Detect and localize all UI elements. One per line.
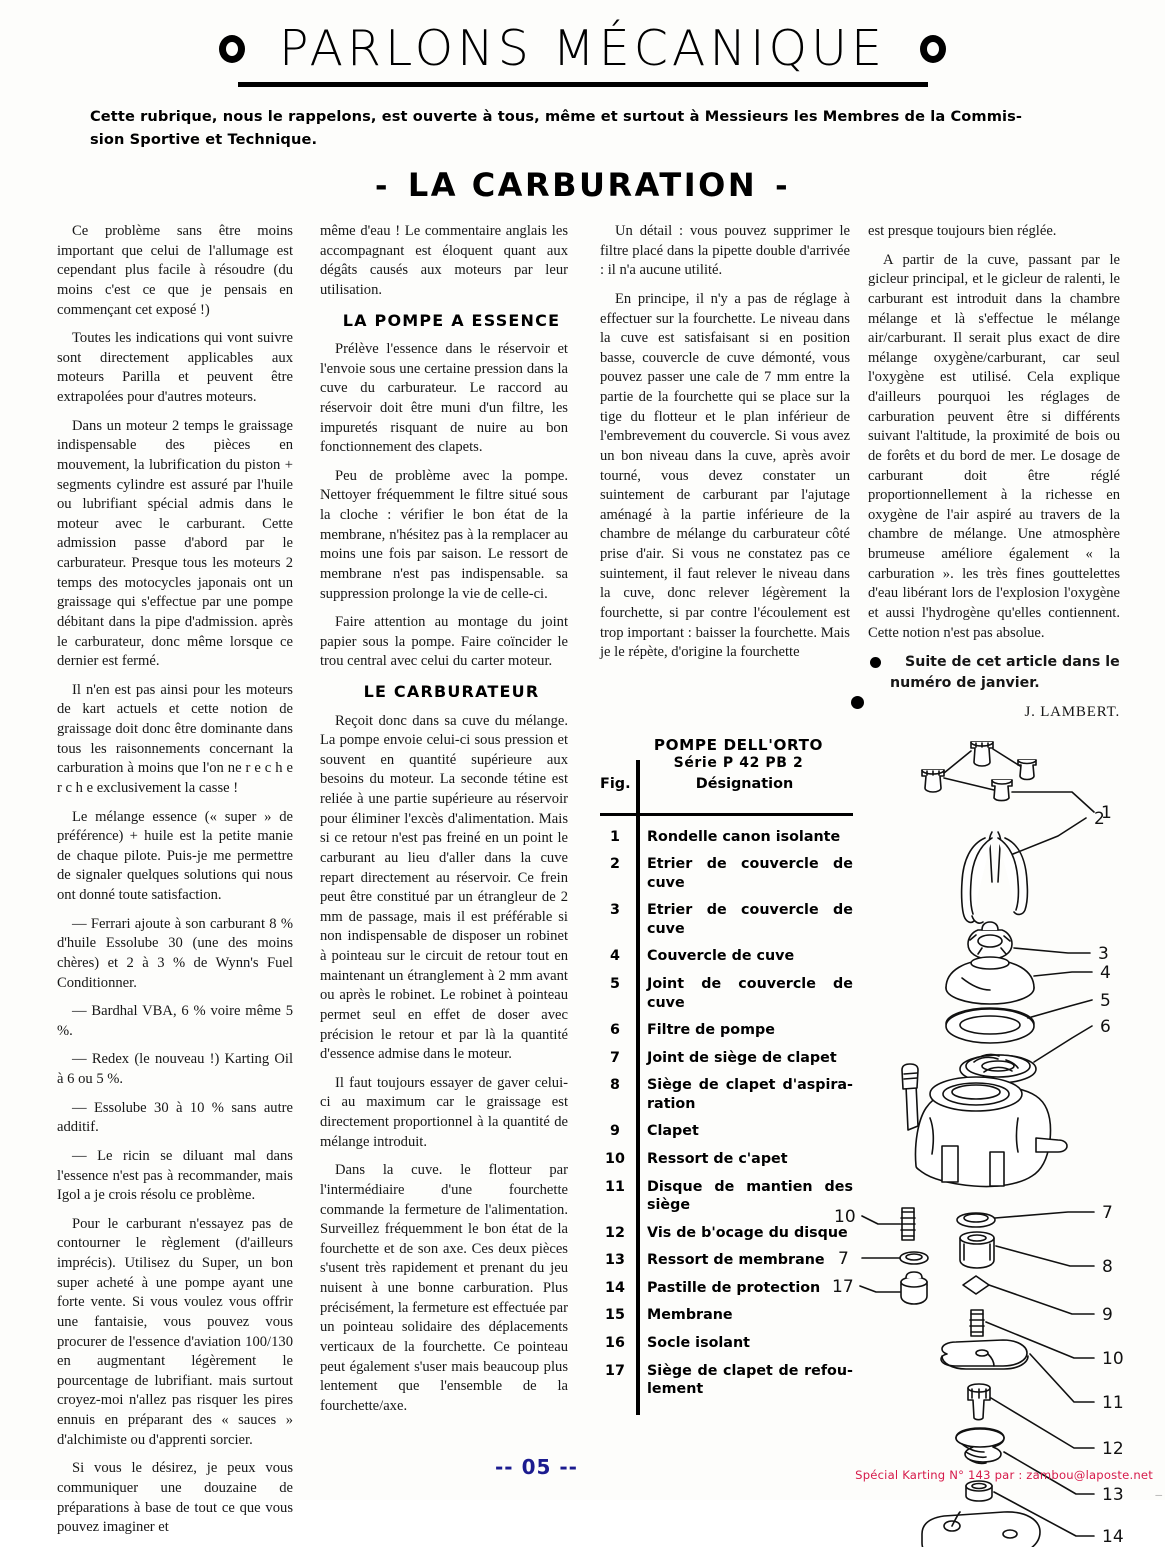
- part-15-membrane: [922, 1512, 1040, 1547]
- parts-table-divider: [636, 760, 640, 1415]
- paragraph: — Bardhal VBA, 6 % voire même 5 %.: [57, 1003, 293, 1039]
- callout-line-6: [1034, 1026, 1092, 1062]
- paragraph: — Le ricin se diluant mal dans l'essence n'est pas à recommander, mais Igol a je crois résolu ce problème.: [57, 1147, 293, 1204]
- part-label: Ressort de membrane: [647, 1252, 825, 1269]
- paragraph: Prélève l'essence dans le réservoir et l'envoie sous une certaine pression dans la cuve du carburateur. Le raccord au réservoir doit être muni d'un filtre, les impuretés risquant de nuire au bon fonctionnement des clapets.: [320, 341, 568, 456]
- paragraph: Le mélange essence (« super » de préférence) + huile est la petite manie de chaque pilote. Puis-je me permettre de signaler quelques solutions qui nous ont donné toute satisfaction.: [57, 808, 293, 903]
- continuation-note: [868, 652, 1120, 693]
- text-column-1: [57, 222, 293, 1547]
- column-header-designation: Désignation: [695, 775, 794, 792]
- paragraph: Un détail : vous pouvez supprimer le filtre placé dans la pipette double d'arrivée : il n'a aucune utilité.: [600, 223, 850, 279]
- part-8-valve-seat: [960, 1232, 994, 1268]
- part-number: 3: [610, 902, 620, 919]
- callout-7-right: 7: [1102, 1203, 1113, 1223]
- intro-note: [90, 106, 1090, 151]
- part-number: 2: [610, 856, 620, 873]
- part-13-membrane-spring: [956, 1428, 1004, 1463]
- part-number: 9: [610, 1123, 620, 1140]
- part-2-clip: [962, 832, 1028, 923]
- part-7-seat-gasket-left: [900, 1252, 928, 1264]
- callout-8: 8: [1102, 1257, 1113, 1277]
- callout-line-4: [1034, 972, 1092, 976]
- callout-6: 6: [1100, 1017, 1111, 1037]
- article-title: [0, 166, 1165, 204]
- callout-line-12: [991, 1398, 1094, 1448]
- paragraph-separator-dot-icon: [851, 696, 864, 709]
- title-dash-right: -: [775, 169, 791, 204]
- part-number: 12: [605, 1224, 625, 1241]
- parts-title-main: POMPE DELL'ORTO: [653, 736, 824, 754]
- part-number: 11: [605, 1178, 625, 1195]
- part-label: Vis de b'ocage du disque: [647, 1224, 848, 1241]
- part-label: Disque de mantien des siège: [647, 1178, 853, 1214]
- parts-table: [600, 736, 853, 1408]
- page-title: PARLONS MÉCANIQUE: [279, 20, 886, 77]
- callout-14: 14: [1102, 1527, 1124, 1547]
- paragraph: — Ferrari ajoute à son carburant 8 % d'huile Essolube 30 (une des moins chères) et 2 à 3 % de Wynn's Fuel Conditionner.: [57, 915, 293, 991]
- title-dash-left: -: [374, 169, 390, 204]
- callout-12: 12: [1102, 1439, 1124, 1459]
- page-number: -- 05 --: [495, 1455, 578, 1479]
- part-number: 5: [610, 975, 620, 992]
- text-column-3: [600, 222, 850, 672]
- text-column-4: [868, 222, 1120, 731]
- part-3-cover-clamp: [968, 922, 1012, 959]
- parts-table-body: [600, 816, 853, 1399]
- callout-line-9: [989, 1285, 1094, 1314]
- callout-line-8: [996, 1246, 1094, 1266]
- part-label: Couvercle de cuve: [647, 948, 795, 965]
- part-label: Filtre de pompe: [647, 1022, 775, 1039]
- part-number: 16: [605, 1335, 625, 1352]
- callout-line-5: [1028, 1000, 1092, 1018]
- part-number: 17: [605, 1362, 625, 1379]
- callout-10-right: 10: [1102, 1349, 1124, 1369]
- part-number: 6: [610, 1022, 620, 1039]
- callout-5: 5: [1100, 991, 1111, 1011]
- callout-1: 1: [1101, 803, 1112, 823]
- paragraph: — Essolube 30 à 10 % sans autre additif.: [57, 1099, 293, 1136]
- part-number: 10: [605, 1151, 625, 1168]
- part-number: 1: [610, 828, 620, 845]
- callout-line-2: [1013, 818, 1086, 854]
- paragraph: Faire attention au montage du joint papier sous la pompe. Faire coïncider le trou central avec celui du carter moteur.: [320, 614, 568, 670]
- subsection-heading-pompe: LA POMPE A ESSENCE: [342, 310, 561, 330]
- paragraph: Ce problème sans être moins important que celui de l'allumage est cependant plus facile à résoudre (du moins c'est ce que je pensais en commençant cet exposé !): [57, 223, 293, 318]
- callout-line-7: [995, 1212, 1094, 1218]
- part-4-bowl-cover: [946, 957, 1034, 1004]
- part-label: Clapet: [647, 1123, 699, 1140]
- callout-line-10-left: [862, 1216, 900, 1224]
- part-number: 15: [605, 1307, 625, 1324]
- text-column-2: [320, 222, 568, 1425]
- part-number: 7: [610, 1049, 620, 1066]
- part-label: Ressort de c'apet: [647, 1151, 788, 1168]
- paragraph: Dans la cuve. le flotteur par l'intermédiaire d'une fourchette commande la fermeture de l'alimentation. Surveillez fréquemment le bon état de la fourchette et de son axe. Ces deux pièces s'usent très rapidement et prenant du jeu nuisent à une bonne carburation. Plus précisément, la fermeture est effectuée par un pointeau solidaire des déplacements verticaux de la fourchette. Ce pointeau peut également s'user mais beaucoup plus lentement que l'ensemble de la fourchette/axe.: [320, 1162, 568, 1414]
- bullet-dot-icon: [870, 657, 881, 668]
- part-label: Pastille de protection: [647, 1279, 821, 1296]
- part-label: Siège de clapet de refou-lement: [647, 1362, 853, 1398]
- part-label: Joint de couvercle de cuve: [647, 975, 853, 1011]
- part-5-gasket: [946, 1008, 1034, 1043]
- intro-line-1: Cette rubrique, nous le rappelons, est ouverte à tous, même et surtout à Messieurs les Membres de la Commis-: [90, 108, 1023, 125]
- part-label: Socle isolant: [647, 1335, 750, 1352]
- callout-2: 2: [1094, 809, 1105, 829]
- callout-11: 11: [1102, 1393, 1124, 1413]
- paragraph: Peu de problème avec la pompe. Nettoyer fréquemment le filtre situé sous la cloche : vérifier le bon état de la membrane, n'hésitez pas à la remplacer au moins une fois par saison. Le ressort de membrane n'est pas indispensable. sa suppression prolonge la vie de celle-ci.: [320, 467, 568, 602]
- callout-4: 4: [1100, 963, 1111, 983]
- paragraph: A partir de la cuve, passant par le gicleur principal, et le gicleur de ralenti, le carburant est introduit dans la chambre mélange et là s'effectue le mélange air/carburant. Il serait plus exact de dire mélange oxygène/carburant, car seul l'oxygène est utilisé. Cela explique d'ailleurs pourquoi les réglages de carburation peuvent être si différents suivant l'altitude, la proximité de bois ou de forêts et du bord de mer. Le dosage de carburant doit être réglé proportionnellement à la richesse en oxygène de l'air aspiré au travers de la chambre de mélange. Une atmosphère brumeuse améliore également « la carburation ». les très fines gouttelettes d'eau libérant lors de l'explosion l'oxygène et aussi l'hydrogène qu'elles contiennent. Cette notion n'est pas absolue.: [868, 251, 1120, 641]
- part-7-seat-gasket: [957, 1213, 995, 1227]
- circle-ornament-icon: [219, 35, 245, 63]
- callout-10-left: 10: [834, 1207, 856, 1227]
- part-number: 8: [610, 1077, 620, 1094]
- pump-body-casting: [902, 1064, 1067, 1187]
- edge-artifact: _: [1155, 1482, 1162, 1497]
- paragraph: En principe, il n'y a pas de réglage à effectuer sur la fourchette. Le niveau dans la cuve est satisfaisant si en position basse, couvercle de cuve démonté, vous pouvez passer une cale de 7 mm entre la partie de la fourchette qui se place sur la tige du flotteur et le plan inférieur de l'embrevement du couvercle. Si vous avez un bon niveau dans la cuve, après avoir tourné, vous devez constater un suintement de carburant par l'ajutage aménagé à la partie inférieure de la chambre de mélange du carburateur côté prise d'air. Si vous ne constatez pas ce suintement, il faut relever le niveau dans la cuve, donc relever légèrement la fourchette, si par contre l'écoulement est trop important : baisser la fourchette. Mais je le répète, d'origine la fourchette: [600, 290, 850, 661]
- part-number: 14: [605, 1279, 625, 1296]
- part-label: Etrier de couvercle de cuve: [647, 902, 853, 937]
- part-11-retaining-disc: [941, 1340, 1028, 1369]
- part-12-locking-screw: [968, 1384, 990, 1420]
- author-byline: J. LAMBERT.: [1024, 704, 1120, 721]
- masthead-rule: [238, 82, 928, 87]
- paragraph: Dans un moteur 2 temps le graissage indispensable des pièces en mouvement, la lubrification du piston + segments cylindre est assuré par l'huile ou lubrifiant spécial admis dans le moteur avec le carburant. Cette admission passe d'abord par le carburateur. Presque tous les moteurs 2 temps des motocycles japonais ont un graissage qui s'effectue par une pompe débitant dans la pipe d'admission. après le carburateur, donc même lorsque ce dernier est fermé.: [57, 417, 293, 670]
- column-header-fig: Fig.: [600, 775, 631, 792]
- callout-3: 3: [1098, 944, 1109, 964]
- callout-line-3: [1014, 948, 1090, 953]
- part-label: Joint de siège de clapet: [647, 1049, 837, 1066]
- part-label: Siège de clapet d'aspira-ration: [647, 1077, 853, 1112]
- paragraph: est presque toujours bien réglée.: [868, 223, 1057, 239]
- part-label: Etrier de couvercle de cuve: [647, 856, 853, 891]
- scan-credit: Spécial Karting N° 143 par : zambou@laposte.net: [855, 1468, 1153, 1482]
- callout-9: 9: [1102, 1305, 1113, 1325]
- intro-line-2: sion Sportive et Technique.: [90, 130, 318, 148]
- paragraph: Si vous le désirez, je peux vous communiquer une douzaine de préparations à base de tout ce que vous pouvez imaginer et: [57, 1460, 293, 1536]
- part-label: Membrane: [647, 1307, 733, 1324]
- paragraph: Pour le carburant n'essayez pas de contourner le règlement (d'ailleurs imprécis). Utilisez du Super, un bon super acheté à une pompe ayant une forte vente. Si vous voulez vous offrir une fantaisie, vous pouvez vous procurer de l'essence d'aviation 100/130 en augmentant légèrement le pourcentage de lubrifiant. mais surtout croyez-moi n'allez pas risquer les pires ennuis en préparant des « sauces » d'alchimiste ou d'apprenti sorcier.: [57, 1215, 293, 1448]
- paragraph: — Redex (le nouveau !) Karting Oil à 6 ou 5 %.: [57, 1051, 293, 1087]
- part-14-protection-pastille: [966, 1481, 992, 1501]
- subsection-heading-carburateur: LE CARBURATEUR: [363, 682, 540, 702]
- callout-13: 13: [1102, 1485, 1124, 1505]
- paragraph: même d'eau ! Le commentaire anglais les accompagnant est éloquent quant aux dégâts causés aux moteurs par leur utilisation.: [320, 223, 568, 298]
- callout-line-17-left: [860, 1286, 900, 1292]
- paragraph: Toutes les indications qui vont suivre sont directement applicables aux moteurs Parilla et peuvent être extrapolées pour d'autres moteurs.: [57, 330, 293, 405]
- paragraph: Reçoit donc dans sa cuve du mélange. La pompe envoie celui-ci sous pression et souvent en quantité supérieure aux besoins du moteur. La seconde tétine est reliée à une partie supérieure au réservoir pour éliminer l'excès d'alimentation. Mais si ce retour n'est pas freiné en un point le carburant au lieu d'aller dans la cuve repart directement au réservoir. Ce frein peut être constitué par un étrangleur de 2 mm de passage, mais il est préférable si non indispensable de disposer un robinet à pointeau sur le circuit de retour tout en maintenant un étranglement à 2 mm avant ou après le robinet. Le robinet à pointeau permet seul en effet de doser avec précision le retour et par là la quantité d'essence admise dans le moteur.: [320, 712, 568, 1063]
- parts-title-series: Série P 42 PB 2: [673, 755, 804, 771]
- circle-ornament-icon: [920, 35, 946, 63]
- callout-17-left: 17: [832, 1277, 854, 1297]
- paragraph: Il faut toujours essayer de gaver celui-ci au maximum car le graissage est directement proportionnel à la quantité de mélange introduit.: [320, 1074, 568, 1150]
- part-number: 13: [605, 1252, 625, 1269]
- part-label: Rondelle canon isolante: [647, 828, 841, 845]
- callout-line-1: [1012, 792, 1094, 812]
- part-17-delivery-seat: [901, 1272, 927, 1304]
- callout-line-11: [1030, 1354, 1094, 1402]
- continuation-text: Suite de cet article dans le numéro de janvier.: [890, 654, 1120, 691]
- part-number: 4: [610, 948, 620, 965]
- paragraph: Il n'en est pas ainsi pour les moteurs de kart actuels et cette notion de graissage doit donc être dominante dans tous les raisonnements concernant la carburation à moins que l'on ne r e c h e r c h e exclusivement la casse !: [57, 681, 293, 796]
- title-text: LA CARBURATION: [407, 166, 758, 204]
- callout-7-left: 7: [838, 1249, 849, 1269]
